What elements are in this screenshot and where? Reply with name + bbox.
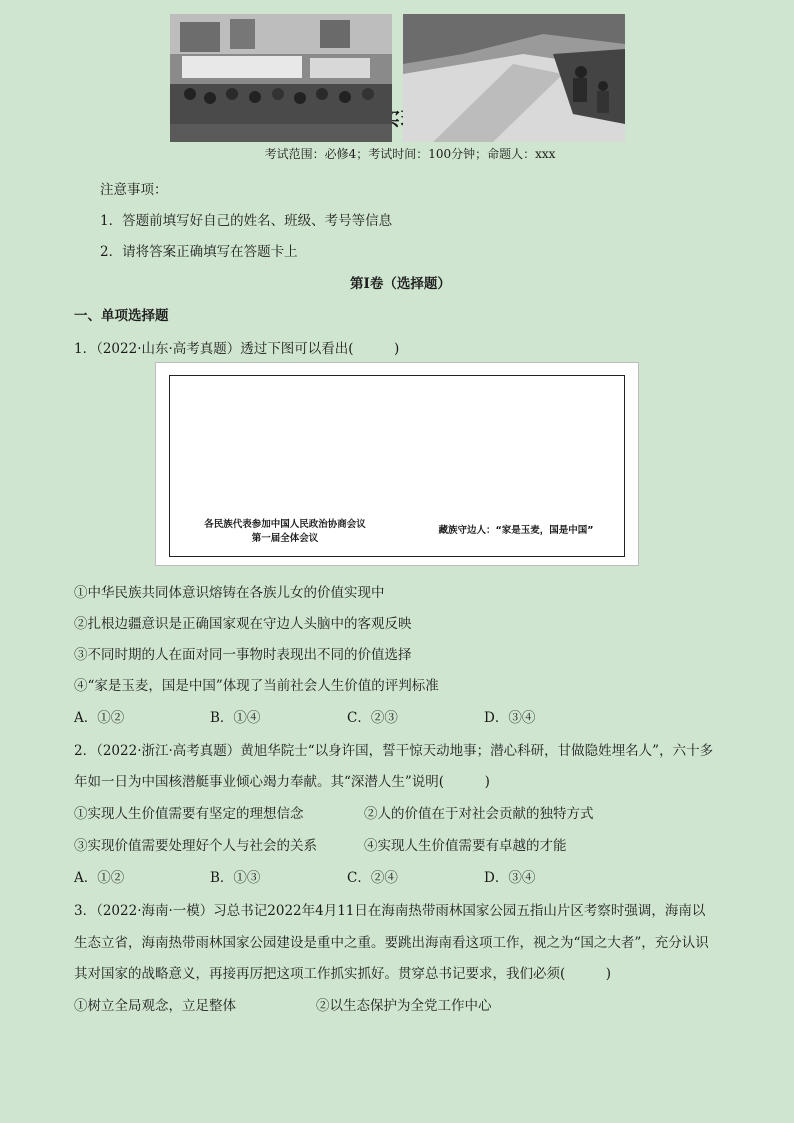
answer-option: B．①③ xyxy=(210,870,261,886)
statement: ②扎根边疆意识是正确国家观在守边人头脑中的客观反映 xyxy=(74,616,412,632)
statement: ③实现价值需要处理好个人与社会的关系 xyxy=(74,838,317,854)
statement: ①实现人生价值需要有坚定的理想信念 xyxy=(74,806,304,822)
question-3-stem: 3．（2022·海南·一模）习总书记2022年4月11日在海南热带雨林国家公园五指山片区考察时强调，海南以 xyxy=(74,903,706,919)
statement: ④“家是玉麦，国是中国”体现了当前社会人生价值的评判标准 xyxy=(74,678,439,694)
answer-option: B．①④ xyxy=(210,710,261,726)
question-2-stem: 年如一日为中国核潜艇事业倾心竭力奉献。其“深潜人生”说明( ) xyxy=(74,774,490,790)
border-guard-photo xyxy=(403,14,625,142)
page-title xyxy=(0,104,794,131)
notice-item: 1．答题前填写好自己的姓名、班级、考号等信息 xyxy=(100,213,393,229)
question-3-stem: 其对国家的战略意义，再接再厉把这项工作抓实抓好。贯穿总书记要求，我们必须( ) xyxy=(74,966,612,982)
statement: ②人的价值在于对社会贡献的独特方式 xyxy=(364,806,594,822)
answer-option: C．②④ xyxy=(347,870,398,886)
section-title: 第I卷（选择题） xyxy=(350,276,451,292)
question-3-stem: 生态立省，海南热带雨林国家公园建设是重中之重。要跳出海南看这项工作，视之为“国之大者”，充分认识 xyxy=(74,935,709,951)
part-title: 一、单项选择题 xyxy=(74,308,169,324)
exam-info: 考试范围：必修4；考试时间：100分钟；命题人：xxx xyxy=(264,147,556,161)
question-2-stem: 2．（2022·浙江·高考真题）黄旭华院士“以身许国，誓干惊天动地事；潜心科研，甘做隐姓埋名人”，六十多 xyxy=(74,743,714,759)
figure-caption-right: 藏族守边人：“家是玉麦，国是中国” xyxy=(438,525,594,536)
statement: ④实现人生价值需要有卓越的才能 xyxy=(364,838,567,854)
answer-option: D．③④ xyxy=(484,710,536,726)
notice-item: 2．请将答案正确填写在答题卡上 xyxy=(100,244,298,260)
notice-heading: 注意事项： xyxy=(100,182,168,198)
statement: ②以生态保护为全党工作中心 xyxy=(316,998,492,1014)
statement: ①树立全局观念，立足整体 xyxy=(74,998,236,1014)
congress-photo xyxy=(170,14,392,142)
figure-caption-left: 第一届全体会议 xyxy=(251,533,319,544)
answer-option: C．②③ xyxy=(347,710,398,726)
statement: ③不同时期的人在面对同一事物时表现出不同的价值选择 xyxy=(74,647,412,663)
statement: ①中华民族共同体意识熔铸在各族儿女的价值实现中 xyxy=(74,585,385,601)
answer-option: D．③④ xyxy=(484,870,536,886)
figure-caption-left: 各民族代表参加中国人民政治协商会议 xyxy=(204,519,366,530)
question-1-stem: 1．（2022·山东·高考真题）透过下图可以看出( ) xyxy=(74,341,400,357)
answer-option: A．①② xyxy=(74,870,125,886)
answer-option: A．①② xyxy=(74,710,125,726)
